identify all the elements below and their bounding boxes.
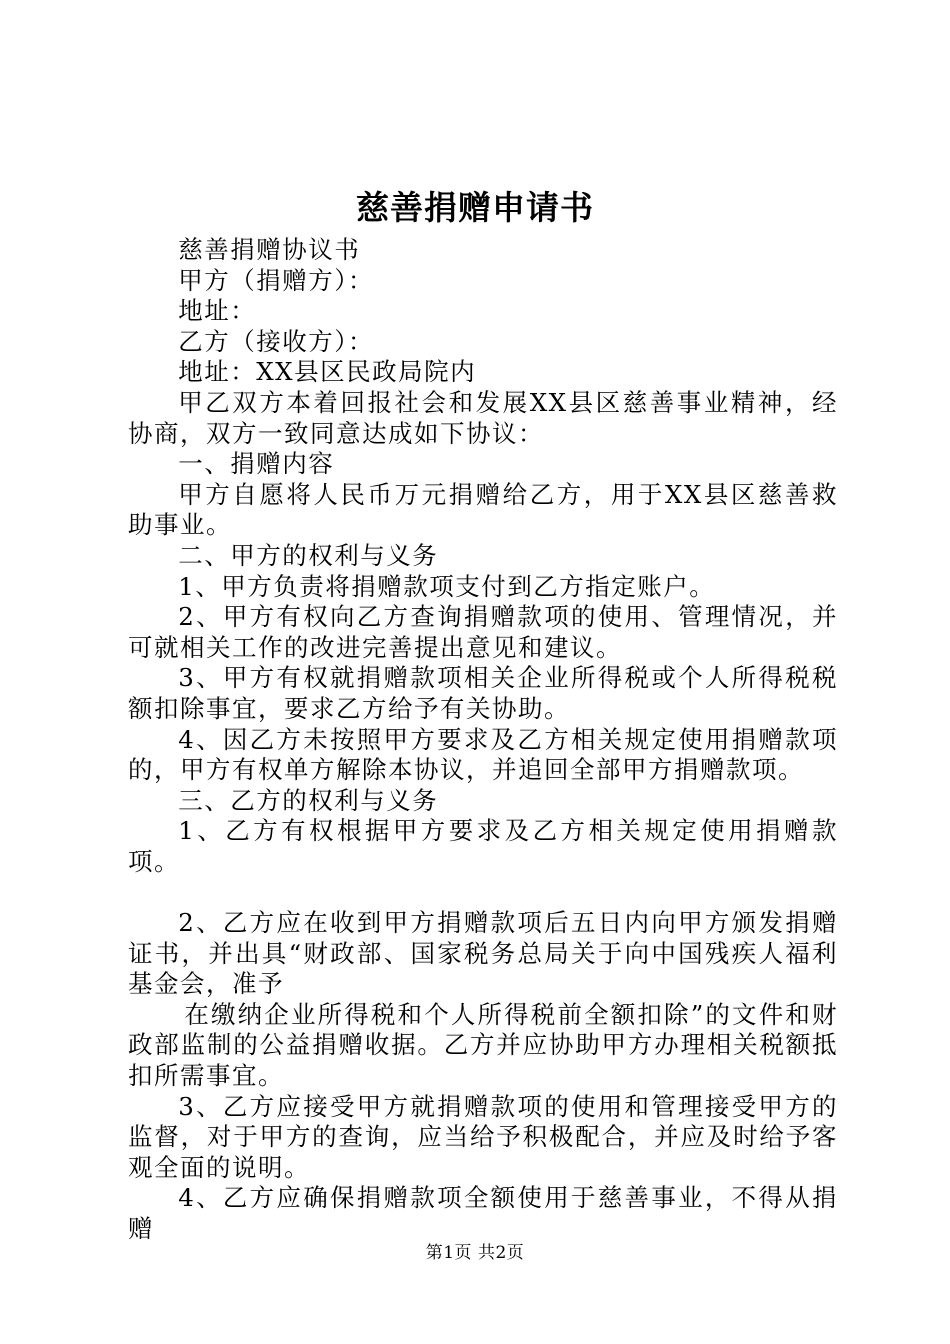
paragraph: 甲方（捐赠方）： (178, 265, 374, 295)
paragraph: 地址： (178, 296, 257, 326)
paragraph: 4、因乙方未按照甲方要求及乙方相关规定使用捐赠款项的，甲方有权单方解除本协议，并追回全部甲方捐赠款项。 (128, 724, 838, 785)
document-body (128, 235, 838, 1245)
paragraph: 4、乙方应确保捐赠款项全额使用于慈善事业，不得从捐赠 (128, 1183, 838, 1243)
paragraph: 甲方自愿将人民币万元捐赠给乙方，用于XX县区慈善救助事业。 (128, 479, 838, 540)
paragraph: 1、乙方有权根据甲方要求及乙方相关规定使用捐赠款项。 (128, 816, 838, 876)
paragraph: 1、甲方负责将捐赠款项支付到乙方指定账户。 (178, 571, 716, 601)
paragraph: 慈善捐赠协议书 (178, 235, 361, 264)
paragraph: 一、捐赠内容 (178, 449, 335, 479)
paragraph: 3、甲方有权就捐赠款项相关企业所得税或个人所得税税额扣除事宜，要求乙方给予有关协助。 (128, 663, 838, 723)
paragraph: 地址：XX县区民政局院内 (178, 357, 477, 387)
paragraph: 三、乙方的权利与义务 (178, 785, 439, 815)
page-number-footer: 第1页 共2页 (425, 1243, 525, 1263)
paragraph: 3、乙方应接受甲方就捐赠款项的使用和管理接受甲方的监督，对于甲方的查询，应当给予积极配合，并应及时给予客观全面的说明。 (128, 1091, 838, 1182)
paragraph: 2、乙方应在收到甲方捐赠款项后五日内向甲方颁发捐赠证书，并出具“财政部、国家税务总局关于向中国残疾人福利基金会，准予 (128, 908, 838, 999)
paragraph: 乙方（接收方）： (178, 326, 374, 356)
paragraph: 甲乙双方本着回报社会和发展XX县区慈善事业精神，经协商，双方一致同意达成如下协议： (128, 387, 838, 448)
paragraph: 二、甲方的权利与义务 (178, 540, 439, 570)
paragraph: 在缴纳企业所得税和个人所得税前全额扣除”的文件和财政部监制的公益捐赠收据。乙方并应协助甲方办理相关税额抵扣所需事宜。 (128, 999, 838, 1091)
blank-line (128, 877, 838, 908)
paragraph: 2、甲方有权向乙方查询捐赠款项的使用、管理情况，并可就相关工作的改进完善提出意见和建议。 (128, 602, 838, 662)
document-title: 慈善捐赠申请书 (356, 188, 594, 227)
